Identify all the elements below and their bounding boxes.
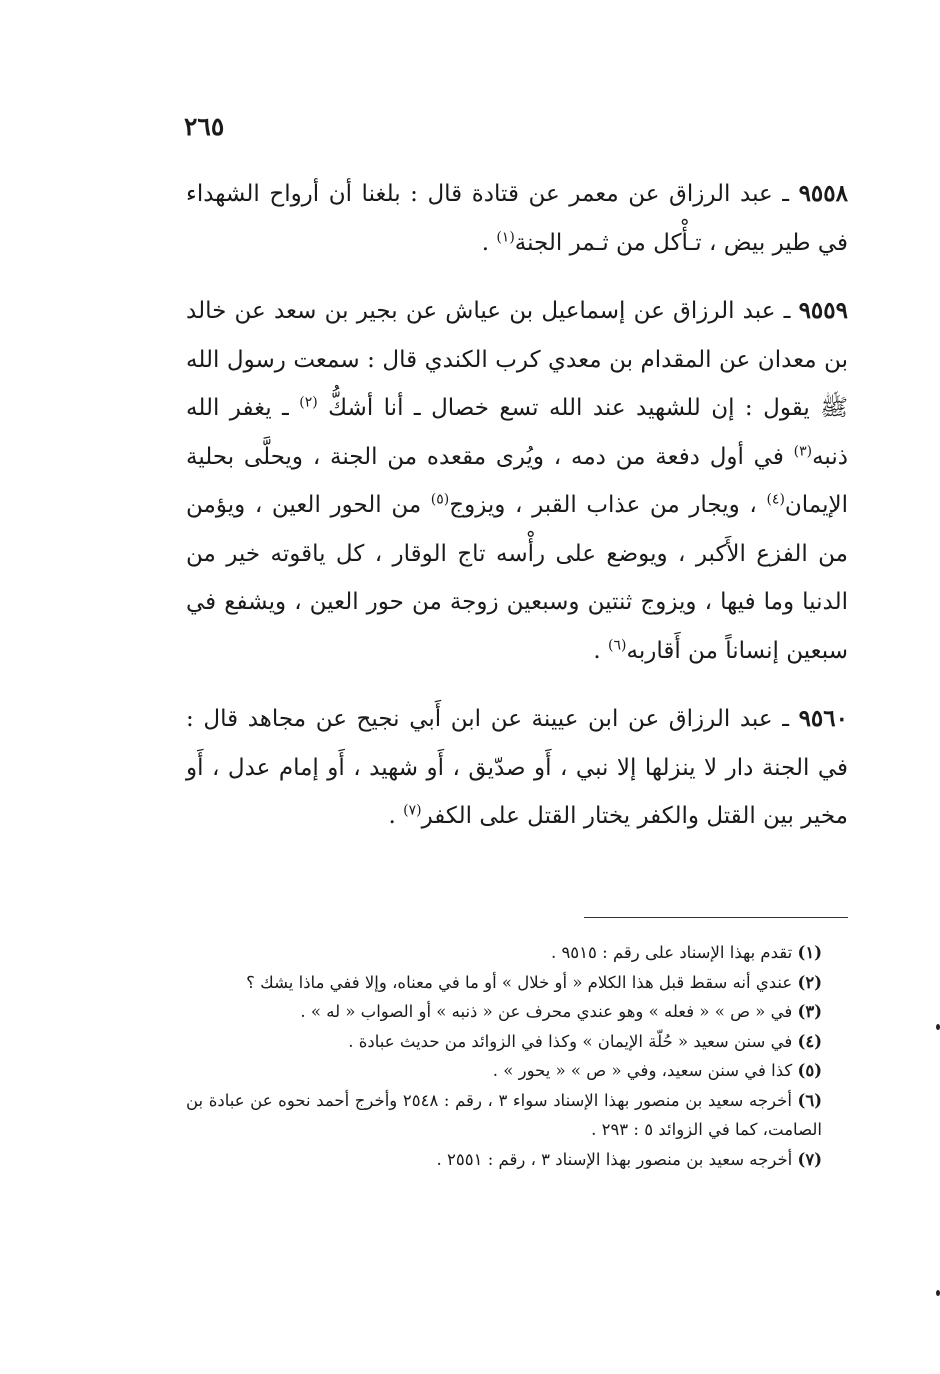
footnote-text: تقدم بهذا الإسناد على رقم : ٩٥١٥ . [550, 943, 798, 962]
hadith-text: ـ عبد الرزاق عن إسماعيل بن عياش عن بجير بن سعد عن خالد بن معدان عن المقدام بن معدي كرب الكندي قال : سمعت رسول الله ﷺ يقول : إن للشهيد عند الله تسع خصال ـ أنا أشكُّ [186, 298, 848, 421]
hadith-number: ٩٥٦٠ [798, 705, 848, 732]
footnote-ref: (٧) [403, 802, 422, 819]
hadith-9560 [186, 695, 848, 841]
hadith-text: في أول دفعة من دمه ، ويُرى مقعده من الجنة ، ويحلَّى بحلية الإيمان [186, 443, 849, 518]
footnotes [186, 938, 822, 1174]
footnote-1 [186, 938, 822, 968]
footnote-ref: (٣) [793, 442, 813, 459]
hadith-9559 [186, 287, 848, 675]
footnote-number: (٦) [797, 1090, 823, 1110]
footnote-number: (٢) [797, 972, 822, 992]
footnote-6 [186, 1086, 822, 1145]
footnote-ref: (١) [496, 228, 515, 245]
footnote-text: أخرجه سعيد بن منصور بهذا الإسناد سواء ٣ ، رقم : ٢٥٤٨ وأخرج أحمد نحوه عن عبادة بن الصامت، كما في الزوائد ٥ : ٢٩٣ . [186, 1090, 822, 1139]
footnote-text: أخرجه سعيد بن منصور بهذا الإسناد ٣ ، رقم : ٢٥٥١ . [436, 1149, 798, 1169]
hadith-text: ـ عبد الرزاق عن معمر عن قتادة قال : بلغنا أن أرواح الشهداء في طير بيض ، تـأْكل من ثـمر الجنة [186, 181, 848, 256]
scan-speck [936, 1290, 940, 1296]
hadith-text: . [388, 803, 404, 829]
footnote-number: (١) [797, 943, 822, 962]
main-text [186, 170, 848, 861]
footnote-ref: (٦) [608, 636, 627, 653]
footnote-text: كذا في سنن سعيد، وفي « ص » « يحور » . [492, 1061, 798, 1080]
hadith-number: ٩٥٥٨ [798, 180, 848, 207]
scan-speck [936, 1024, 940, 1030]
footnote-divider [584, 917, 848, 918]
hadith-text: ـ يغفر الله ذنبه [186, 395, 848, 470]
footnote-text: عندي أنه سقط قبل هذا الكلام « أو خلال » أو ما في معناه، وإلا ففي ماذا يشك ؟ [246, 972, 798, 992]
footnote-ref: (٤) [766, 491, 785, 508]
footnote-4 [186, 1027, 822, 1057]
hadith-text: ـ عبد الرزاق عن ابن عيينة عن ابن أَبي نجيح عن مجاهد قال : في الجنة دار لا ينزلها إلا نبي ، أَو صدّيق ، أَو شهيد ، أَو إمام عدل ، أَو مخير بين القتل والكفر يختار القتل على الكفر [186, 706, 848, 829]
hadith-text: ، ويجار من عذاب القبر ، ويزوج [449, 492, 767, 518]
footnote-2 [186, 968, 822, 998]
footnote-text: في « ص » « فعله » وهو عندي محرف عن « ذنبه » أو الصواب « له » . [300, 1002, 798, 1021]
hadith-number: ٩٥٥٩ [798, 297, 848, 324]
hadith-9558 [186, 170, 848, 267]
hadith-text: . [593, 637, 609, 664]
footnote-number: (٤) [797, 1031, 822, 1051]
footnote-3 [186, 997, 822, 1027]
footnote-number: (٣) [797, 1002, 822, 1021]
footnote-number: (٥) [797, 1061, 822, 1080]
hadith-text: من الحور العين ، ويؤمن من الفزع الأَكبر ، ويوضع على رأْسه تاج الوقار ، كل ياقوته خير من الدنيا وما فيها ، ويزوج ثنتين وسبعين زوجة من حور العين ، ويشفع في سبعين إنساناً من أَقاربه [186, 492, 848, 664]
hadith-text: . [481, 229, 497, 256]
page-number: ٢٦٥ [184, 112, 225, 141]
footnote-number: (٧) [797, 1149, 822, 1169]
footnote-ref: (٥) [430, 491, 450, 508]
footnote-text: في سنن سعيد « حُلّة الإيمان » وكذا في الزوائد من حديث عبادة . [348, 1031, 798, 1051]
footnote-5 [186, 1056, 822, 1086]
footnote-ref: (٢) [299, 394, 318, 411]
footnote-7 [186, 1145, 822, 1175]
